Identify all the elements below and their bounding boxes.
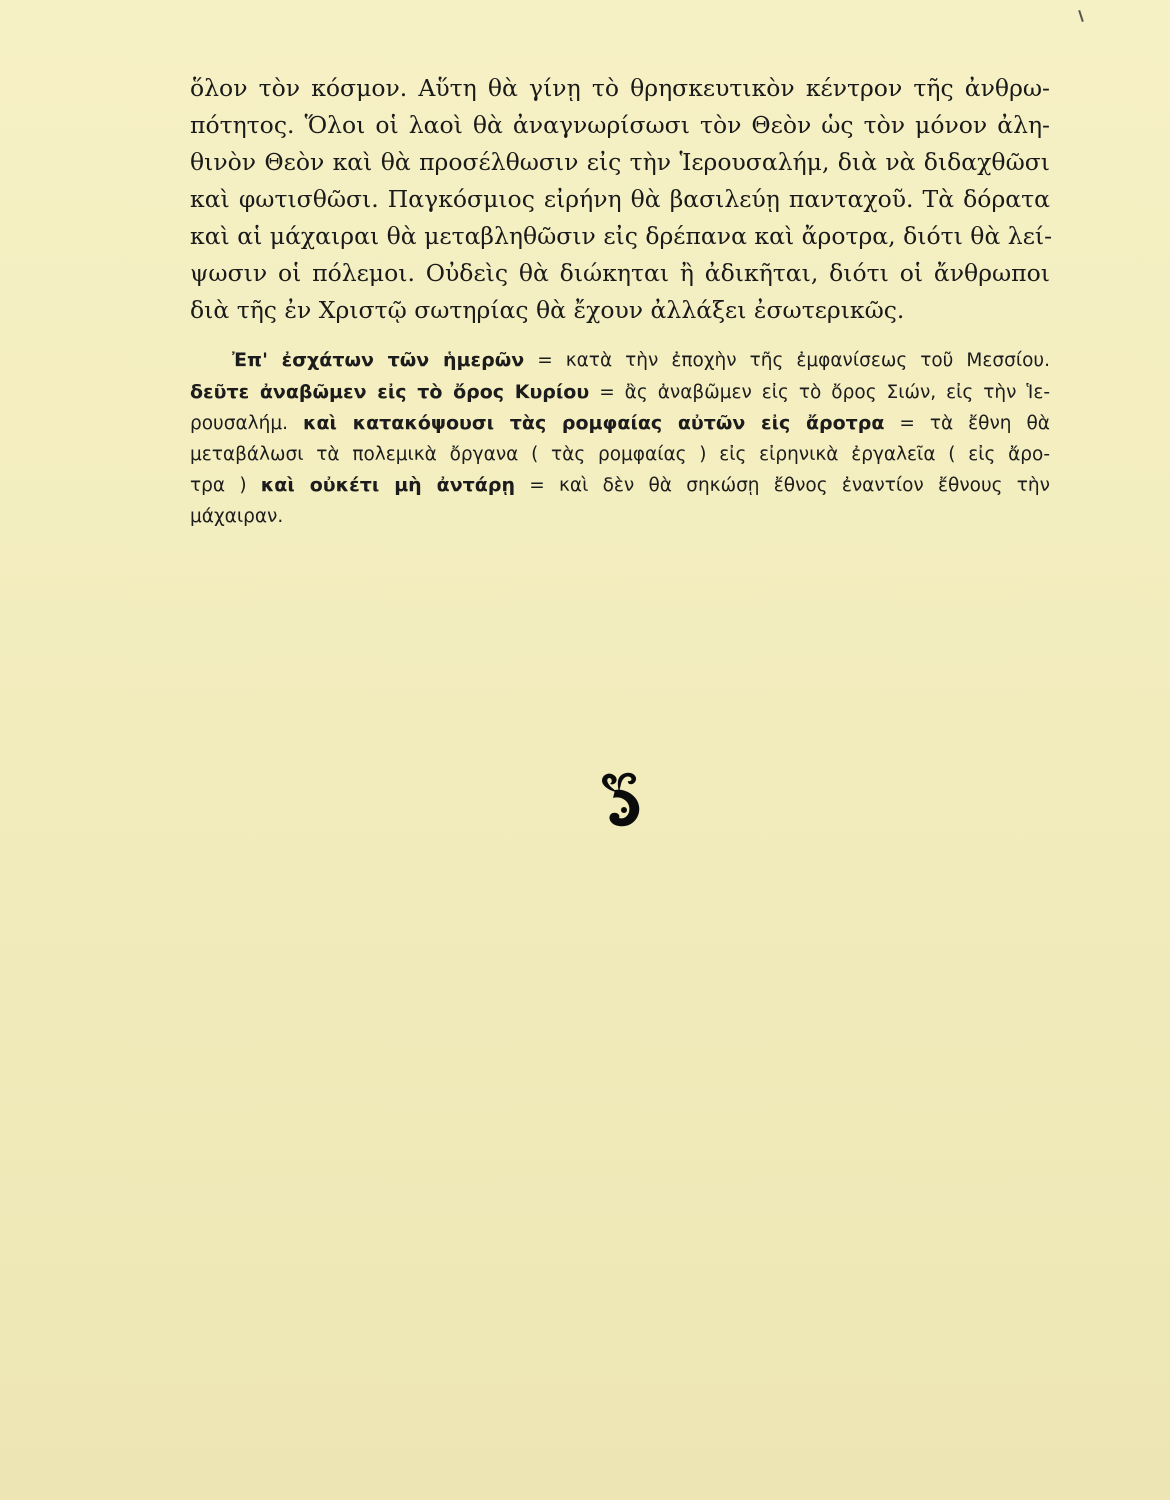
main-paragraph	[190, 70, 1053, 329]
text-line: ψωσιν οἱ πόλεμοι. Οὐδεὶς θὰ διώκηται ἢ ἀδικῆται, διότι οἱ ἄνθρωποι	[190, 259, 1050, 287]
page-mark	[1078, 10, 1084, 22]
text-line: καὶ φωτισθῶσι. Παγκόσμιος εἰρήνη θὰ βασιλεύῃ πανταχοῦ. Τὰ δόρατα	[190, 185, 1050, 213]
note-line	[190, 408, 1050, 440]
note-term: δεῦτε ἀναβῶμεν εἰς τὸ ὄρος Κυρίου	[190, 380, 590, 403]
note-gloss: τρα )	[190, 475, 247, 496]
note-gloss: ρουσαλήμ.	[190, 413, 289, 434]
text-line: θινὸν Θεὸν καὶ θὰ προσέλθωσιν εἰς τὴν Ἱερουσαλήμ, διὰ νὰ διδαχθῶσι	[190, 148, 1050, 176]
note-term: Ἐπ' ἐσχάτων τῶν ἡμερῶν	[232, 349, 525, 371]
text-line: πότητος. Ὅλοι οἱ λαοὶ θὰ ἀναγνωρίσωσι τὸν Θεὸν ὡς τὸν μόνον ἀλη-	[190, 111, 1050, 139]
text-line: ὅλον τὸν κόσμον. Αὕτη θὰ γίνῃ τὸ θρησκευτικὸν κέντρον τῆς ἀνθρω-	[190, 74, 1050, 102]
commentary-notes	[190, 345, 1050, 532]
note-line	[190, 377, 1050, 409]
note-line	[190, 345, 1050, 377]
fleuron-ornament-icon	[597, 770, 647, 830]
note-gloss: = κατὰ τὴν ἐποχὴν τῆς ἐμφανίσεως τοῦ Μεσσίου.	[537, 350, 1050, 371]
note-gloss: = καὶ δὲν θὰ σηκώσῃ ἔθνος ἐναντίον ἔθνους τὴν	[529, 475, 1050, 496]
text-line: διὰ τῆς ἐν Χριστῷ σωτηρίας θὰ ἔχουν ἀλλάξει ἐσωτερικῶς.	[190, 296, 905, 324]
note-term: καὶ οὐκέτι μὴ ἀντάρῃ	[260, 474, 515, 496]
note-gloss: = ἂς ἀναβῶμεν εἰς τὸ ὄρος Σιών, εἰς τὴν Ἱε-	[599, 381, 1051, 403]
note-term: καὶ κατακόψουσι τὰς ρομφαίας αὐτῶν εἰς ἄροτρα	[302, 412, 885, 434]
note-line	[190, 470, 1050, 502]
note-line: μεταβάλωσι τὰ πολεμικὰ ὄργανα ( τὰς ρομφαίας ) εἰς εἰρηνικὰ ἐργαλεῖα ( εἰς ἄρο-	[190, 443, 1050, 465]
note-gloss: = τὰ ἔθνη θὰ	[899, 413, 1050, 434]
note-line: μάχαιραν.	[190, 505, 284, 527]
text-line: καὶ αἱ μάχαιραι θὰ μεταβληθῶσιν εἰς δρέπανα καὶ ἄροτρα, διότι θὰ λεί-	[190, 222, 1053, 250]
